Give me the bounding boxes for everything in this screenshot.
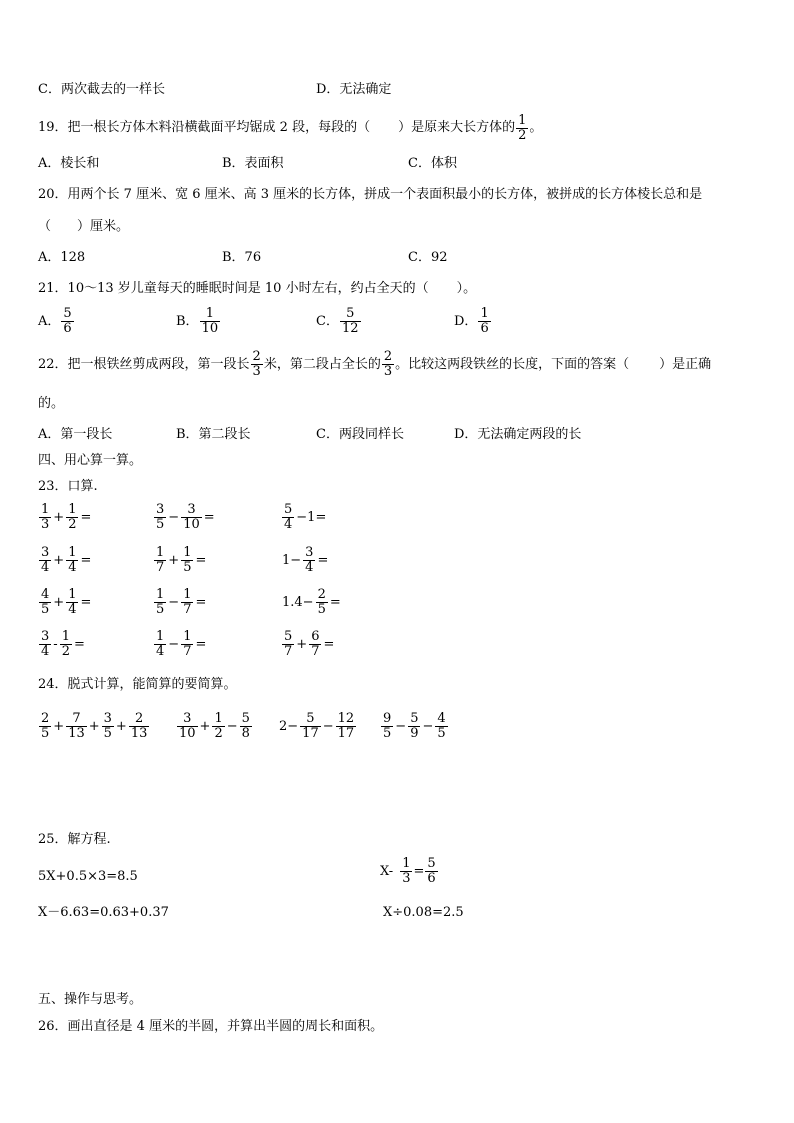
fraction: $\frac{1}{7}$ xyxy=(183,629,192,659)
q21-option-a: A． $\frac{5}{6}$ xyxy=(38,306,72,336)
q23-title: 23．口算. xyxy=(38,479,98,494)
q23-item xyxy=(38,546,92,575)
q18-option-d: D．无法确定 xyxy=(316,82,392,97)
q23-item xyxy=(281,546,329,575)
operator: = xyxy=(80,552,92,568)
fraction: $\frac{1}{3}$ xyxy=(41,502,50,532)
operator: = xyxy=(323,636,335,652)
operator: = xyxy=(203,509,215,525)
fraction: $\frac{3}{5}$ xyxy=(156,502,165,532)
operator: + xyxy=(53,594,65,610)
q20-line2: （ ）厘米。 xyxy=(38,219,130,234)
fraction: $\frac{4}{5}$ xyxy=(437,711,446,741)
q20-line1: 20．用两个长 7 厘米、宽 6 厘米、高 3 厘米的长方体，拼成一个表面积最小的长方体，被拼成的长方体棱长总和是 xyxy=(38,187,703,202)
operator: + xyxy=(199,718,211,734)
fraction: $\frac{1}{4}$ xyxy=(68,545,77,575)
operator: = xyxy=(317,552,329,568)
q25-equation-4: X÷0.08=2.5 xyxy=(383,905,464,920)
q23-item xyxy=(153,588,207,617)
q22-stem: 22．把一根铁丝剪成两段，第一段长 $\frac{2}{3}$ 米，第二段占全长的 $\frac{2}{3}$ 。比较这两段铁丝的长度，下面的答案（ ）是正确 xyxy=(38,349,712,379)
fraction: $\frac{9}{5}$ xyxy=(383,711,392,741)
q20-option-c: C．92 xyxy=(408,250,448,265)
operator: = xyxy=(73,636,85,652)
q23-item xyxy=(153,546,207,575)
fraction: $\frac{1}{4}$ xyxy=(156,629,165,659)
q21-stem: 21．10～13 岁儿童每天的睡眠时间是 10 小时左右，约占全天的（ ）。 xyxy=(38,281,477,296)
fraction: $\frac{2}{5}$ xyxy=(317,587,326,617)
q19-stem xyxy=(38,112,542,144)
q19-text2: ）是原来大长方体的 xyxy=(398,120,516,135)
operator: − xyxy=(168,594,180,610)
q25-title: 25．解方程. xyxy=(38,832,111,847)
q19-fraction: $\frac{1}{2}$ xyxy=(518,112,527,143)
q24-title: 24．脱式计算，能简算的要简算。 xyxy=(38,677,237,692)
operator: = xyxy=(195,594,207,610)
q19-tail: 。 xyxy=(529,120,543,135)
q25-equation-2: X- $\frac{1}{3}$ = $\frac{5}{6}$ xyxy=(380,856,436,886)
q22-option-c: C．两段同样长 xyxy=(316,427,404,442)
q19-option-a: A．棱长和 xyxy=(38,156,100,171)
fraction: $\frac{4}{5}$ xyxy=(41,587,50,617)
operator: − xyxy=(422,718,434,734)
fraction: $\frac{1}{7}$ xyxy=(156,545,165,575)
q23-item xyxy=(38,630,86,659)
fraction: $\frac{3}{4}$ xyxy=(41,629,50,659)
q21-option-d: D． $\frac{1}{6}$ xyxy=(454,306,489,336)
fraction: $\frac{12}{17}$ xyxy=(337,711,355,741)
fraction: $\frac{5}{4}$ xyxy=(284,502,293,532)
operator: + xyxy=(53,552,65,568)
q24-expression xyxy=(176,712,253,741)
fraction: $\frac{3}{10}$ xyxy=(183,502,200,532)
operator: = xyxy=(329,594,341,610)
operator: + xyxy=(168,552,180,568)
fraction: $\frac{2}{13}$ xyxy=(130,711,148,741)
fraction: $\frac{1}{5}$ xyxy=(183,545,192,575)
operator: + xyxy=(53,509,65,525)
fraction: $\frac{5}{8}$ xyxy=(241,711,250,741)
section-5-heading: 五、操作与思考。 xyxy=(38,992,143,1007)
fraction: $\frac{3}{4}$ xyxy=(41,545,50,575)
fraction: $\frac{5}{17}$ xyxy=(302,711,319,741)
fraction: $\frac{1}{2}$ xyxy=(214,711,223,741)
q23-item xyxy=(281,503,327,532)
fraction: $\frac{3}{5}$ xyxy=(103,711,112,741)
fraction: $\frac{1}{2}$ xyxy=(61,629,70,659)
fraction: $\frac{3}{4}$ xyxy=(305,545,314,575)
q24-expression xyxy=(38,712,150,741)
operator: 1.4− xyxy=(282,594,314,610)
q18-option-c: C．两次截去的一样长 xyxy=(38,82,165,97)
fraction: $\frac{1}{5}$ xyxy=(156,587,165,617)
operator: = xyxy=(80,509,92,525)
q24-expression xyxy=(278,712,357,741)
q25-equation-3: X－6.63=0.63+0.37 xyxy=(38,905,169,920)
q19-option-c: C．体积 xyxy=(408,156,457,171)
operator: + xyxy=(115,718,127,734)
q23-item xyxy=(38,503,92,532)
operator: − xyxy=(168,509,180,525)
fraction: $\frac{6}{7}$ xyxy=(311,629,320,659)
operator: − xyxy=(395,718,407,734)
operator: = xyxy=(195,552,207,568)
operator: − xyxy=(226,718,238,734)
q20-option-a: A．128 xyxy=(38,250,86,265)
fraction: $\frac{7}{13}$ xyxy=(68,711,85,741)
q22-option-a: A．第一段长 xyxy=(38,427,113,442)
operator: = xyxy=(195,636,207,652)
q22-option-b: B．第二段长 xyxy=(176,427,251,442)
operator: = xyxy=(80,594,92,610)
operator: − xyxy=(322,718,334,734)
q23-item xyxy=(281,588,342,617)
fraction: $\frac{1}{7}$ xyxy=(183,587,192,617)
operator: 2− xyxy=(279,718,299,734)
operator: + xyxy=(53,718,65,734)
operator: - xyxy=(53,636,58,652)
fraction: $\frac{5}{7}$ xyxy=(284,629,293,659)
q24-expression xyxy=(380,712,449,741)
q19-option-b: B．表面积 xyxy=(222,156,284,171)
operator: + xyxy=(88,718,100,734)
q19-text: 19．把一根长方体木料沿横截面平均锯成 2 段，每段的（ xyxy=(38,120,371,135)
fraction: $\frac{3}{10}$ xyxy=(179,711,196,741)
q21-option-b: B． $\frac{1}{10}$ xyxy=(176,306,219,336)
q23-item xyxy=(281,630,335,659)
q23-item xyxy=(153,503,216,532)
fraction: $\frac{2}{5}$ xyxy=(41,711,50,741)
fraction: $\frac{1}{2}$ xyxy=(68,502,77,532)
operator: − xyxy=(168,636,180,652)
q23-item xyxy=(153,630,207,659)
section-4-heading: 四、用心算一算。 xyxy=(38,453,143,468)
q22-line2: 的。 xyxy=(38,396,65,411)
fraction: $\frac{1}{4}$ xyxy=(68,587,77,617)
q20-option-b: B．76 xyxy=(222,250,262,265)
operator: + xyxy=(296,636,308,652)
q23-item xyxy=(38,588,92,617)
q21-option-c: C． $\frac{5}{12}$ xyxy=(316,306,359,336)
fraction: $\frac{5}{9}$ xyxy=(410,711,419,741)
q22-option-d: D．无法确定两段的长 xyxy=(454,427,582,442)
operator: −1= xyxy=(296,509,327,525)
q25-equation-1: 5X+0.5×3=8.5 xyxy=(38,869,138,884)
q26-text: 26．画出直径是 4 厘米的半圆，并算出半圆的周长和面积。 xyxy=(38,1019,384,1034)
operator: 1− xyxy=(282,552,302,568)
